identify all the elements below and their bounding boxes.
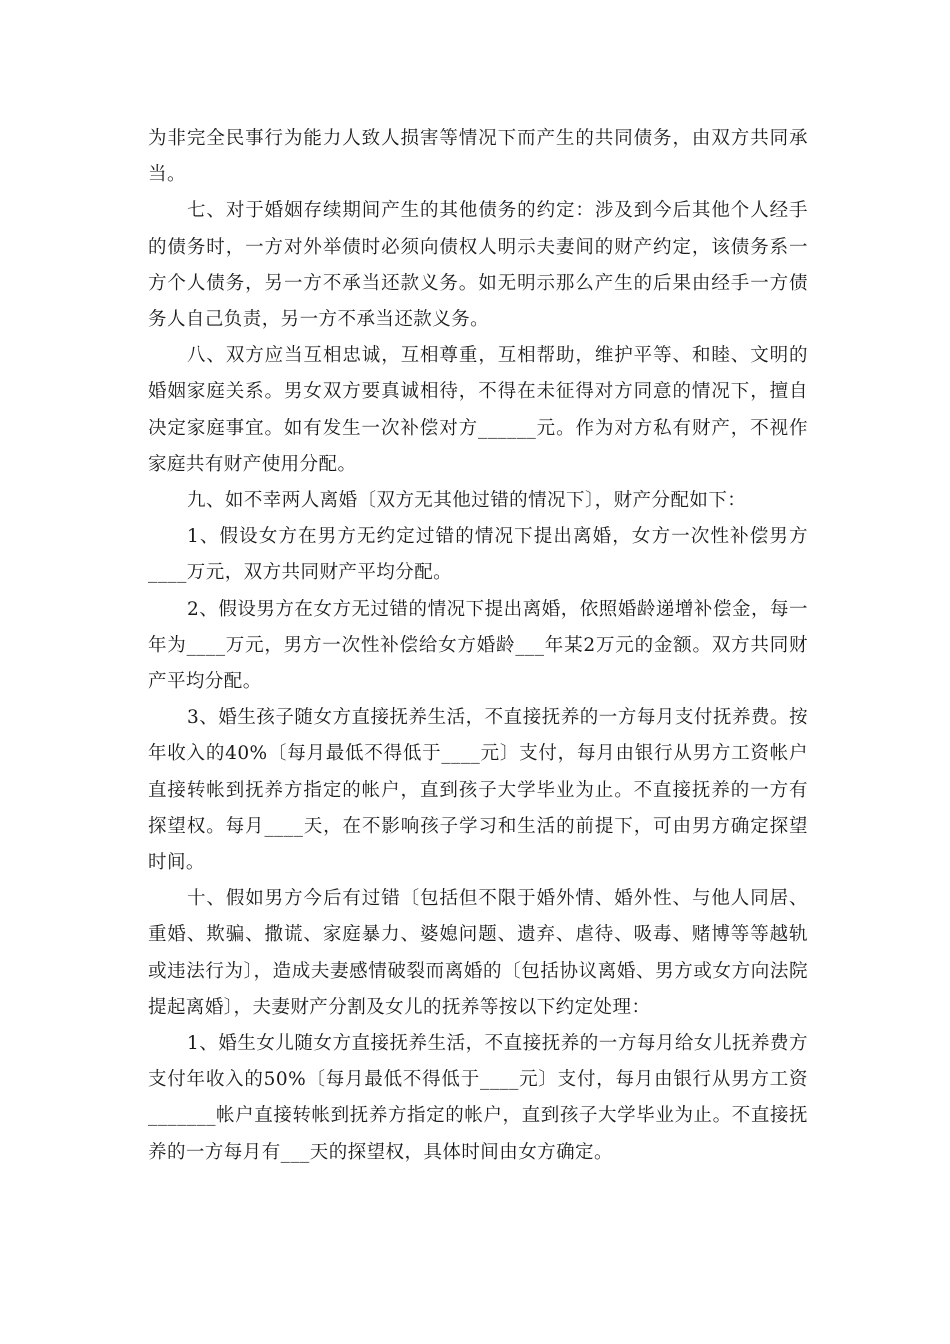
paragraph-article-10: 十、假如男方今后有过错〔包括但不限于婚外情、婚外性、与他人同居、重婚、欺骗、撒谎、家庭暴力、婆媳问题、遗弃、虐待、吸毒、赌博等等越轨或违法行为〕，造成夫妻感情破裂而离婚的〔包括协议离婚、男方或女方向法院提起离婚〕，夫妻财产分割及女儿的抚养等按以下约定处理： <box>148 888 808 1018</box>
paragraph-article-7: 七、对于婚姻存续期间产生的其他债务的约定：涉及到今后其他个人经手的债务时，一方对外举债时必须向债权人明示夫妻间的财产约定，该债务系一方个人债务，另一方不承当还款义务。如无明示那么产生的后果由经手一方债务人自己负责，另一方不承当还款义务。 <box>148 200 808 331</box>
paragraph-article-9-item-1: 1、假设女方在男方无约定过错的情况下提出离婚，女方一次性补偿男方____万元，双方共同财产平均分配。 <box>148 526 808 584</box>
document-body <box>148 121 808 1171</box>
paragraph-article-9-item-2: 2、假设男方在女方无过错的情况下提出离婚，依照婚龄递增补偿金，每一年为____万元，男方一次性补偿给女方婚龄___年某2万元的金额。双方共同财产平均分配。 <box>148 598 808 693</box>
paragraph-article-9-item-3: 3、婚生孩子随女方直接抚养生活，不直接抚养的一方每月支付抚养费。按年收入的40%〔每月最低不得低于____元〕支付，每月由银行从男方工资帐户直接转帐到抚养方指定的帐户，直到孩子大学毕业为止。不直接抚养的一方有探望权。每月____天，在不影响孩子学习和生活的前提下，可由男方确定探望时间。 <box>148 707 808 874</box>
paragraph-article-8: 八、双方应当互相忠诚，互相尊重，互相帮助，维护平等、和睦、文明的婚姻家庭关系。男女双方要真诚相待，不得在未征得对方同意的情况下，擅自决定家庭事宜。如有发生一次补偿对方______元。作为对方私有财产，不视作家庭共有财产使用分配。 <box>148 345 808 475</box>
paragraph-continuation: 为非完全民事行为能力人致人损害等情况下而产生的共同债务，由双方共同承当。 <box>148 128 808 186</box>
paragraph-article-10-item-1: 1、婚生女儿随女方直接抚养生活，不直接抚养的一方每月给女儿抚养费方支付年收入的50%〔每月最低不得低于____元〕支付，每月由银行从男方工资_______帐户直接转帐到抚养方指定的帐户，直到孩子大学毕业为止。不直接抚养的一方每月有___天的探望权，具体时间由女方确定。 <box>148 1033 808 1163</box>
paragraph-article-9: 九、如不幸两人离婚〔双方无其他过错的情况下〕，财产分配如下： <box>187 490 747 512</box>
